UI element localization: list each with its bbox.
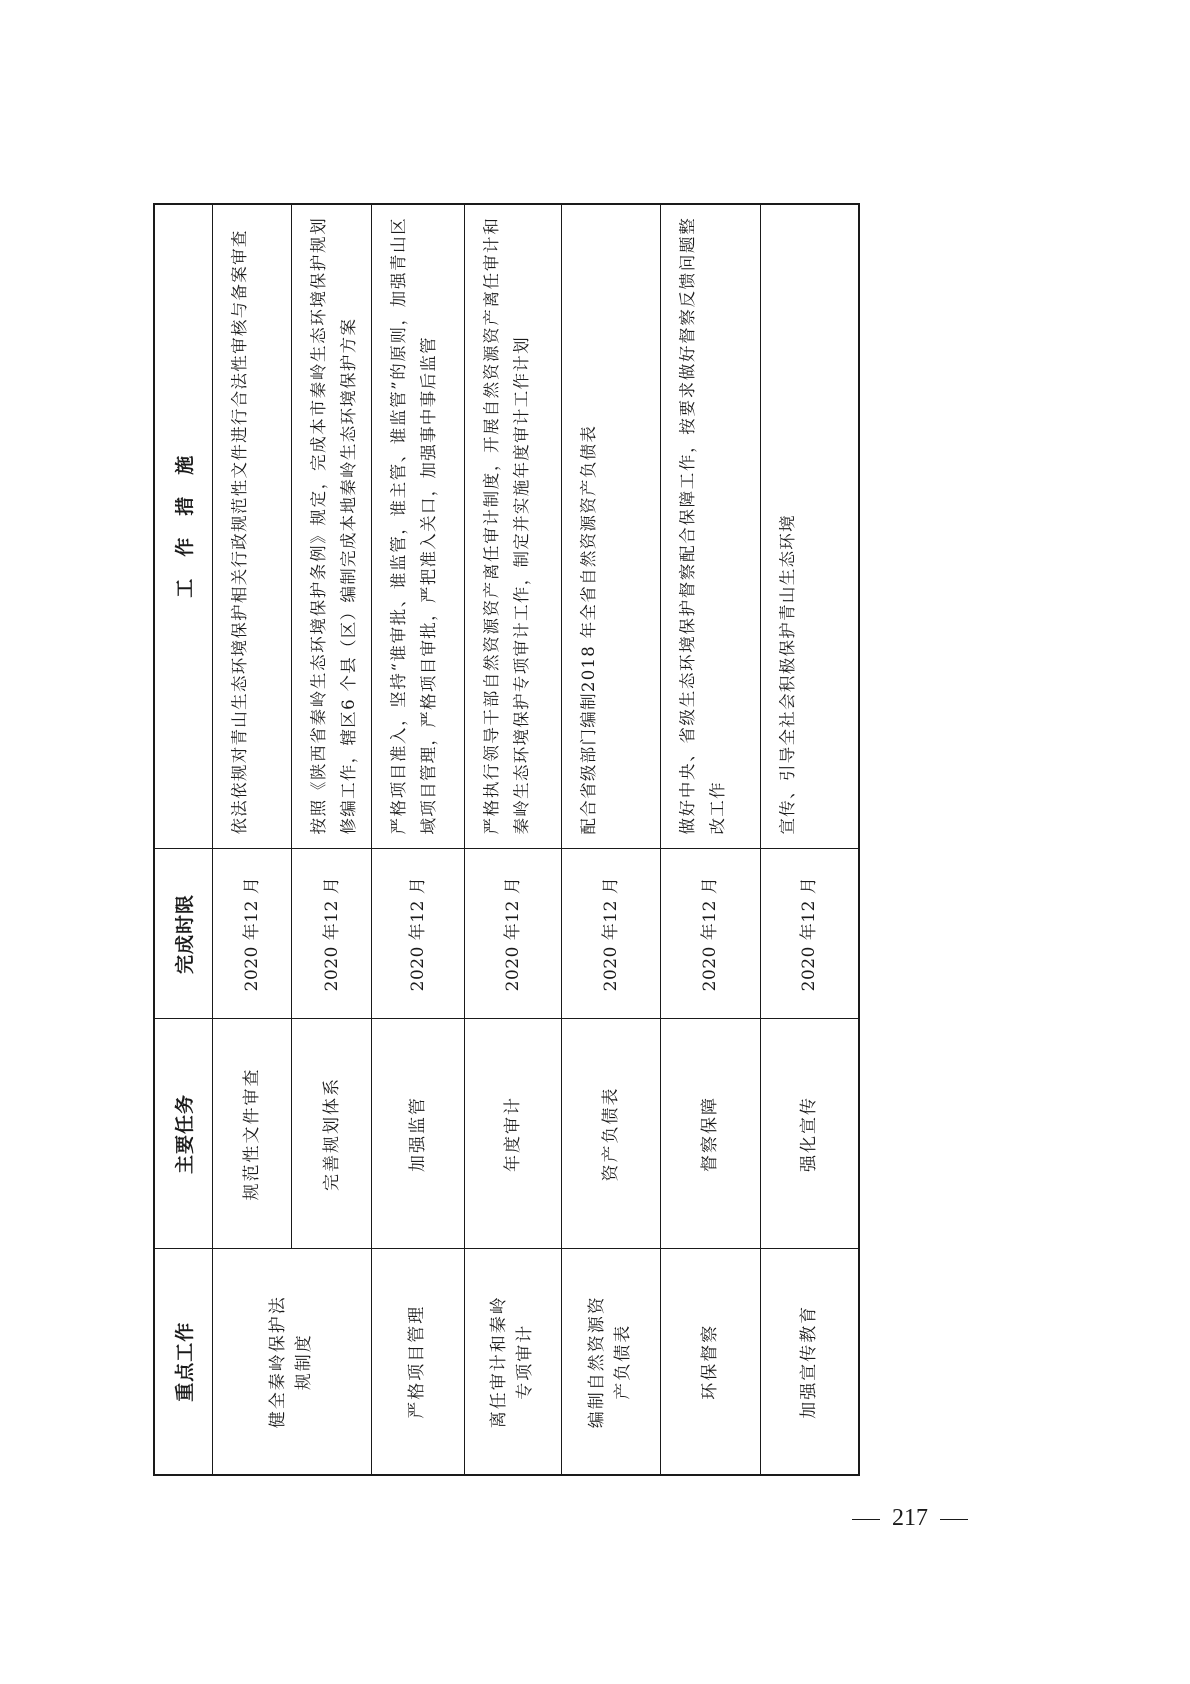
deadline-cell: [372, 849, 464, 1019]
table-row: [372, 205, 464, 1474]
page-number: 217: [892, 1505, 928, 1531]
main-task-text: 督察保障: [700, 1096, 721, 1172]
deadline-text: 2020 年12 月: [700, 876, 721, 992]
key-work-text: 健全秦岭保护法规制度: [268, 1295, 314, 1429]
main-task-text: 完善规划体系: [321, 1077, 342, 1191]
main-task-cell: [660, 1019, 760, 1249]
deadline-cell: [660, 849, 760, 1019]
key-work-cell: [660, 1249, 760, 1474]
work-measure-cell: 依法依规对青山生态环境保护相关行政规范性文件进行合法性审核与备案审查: [212, 205, 292, 849]
key-work-text: 环保督察: [699, 1323, 720, 1400]
rotated-table-container: [155, 205, 858, 1474]
key-work-cell: [372, 1249, 464, 1474]
work-measure-cell: 配合省级部门编制2018 年全省自然资源资产负债表: [562, 205, 660, 849]
key-work-table: [155, 205, 858, 1474]
table-row: [761, 205, 858, 1474]
deadline-text: 2020 年12 月: [502, 876, 523, 992]
key-work-cell: [562, 1249, 660, 1474]
key-work-cell: [212, 1249, 372, 1474]
work-measure-cell: 宣传、引导全社会积极保护青山生态环境: [761, 205, 858, 849]
deadline-cell: [212, 849, 292, 1019]
table-row: [660, 205, 760, 1474]
table-row: [212, 205, 292, 1474]
main-task-cell: [212, 1019, 292, 1249]
deadline-cell: [562, 849, 660, 1019]
table-row: [464, 205, 561, 1474]
deadline-cell: [464, 849, 561, 1019]
footer-left-dash: [852, 1519, 880, 1520]
main-task-text: 规范性文件审查: [241, 1067, 262, 1201]
deadline-text: 2020 年12 月: [407, 876, 428, 992]
header-work-measures: 工作措施: [155, 205, 212, 849]
table-header-row: [155, 205, 212, 1474]
deadline-cell: [761, 849, 858, 1019]
key-work-text: 加强宣传教育: [798, 1304, 819, 1419]
footer-right-dash: [940, 1519, 968, 1520]
deadline-text: 2020 年12 月: [321, 876, 342, 992]
main-task-text: 年度审计: [502, 1096, 523, 1172]
header-key-work: 重点工作: [155, 1249, 212, 1474]
work-measure-cell: 严格项目准入，坚持“谁审批、谁监管，谁主管、谁监管”的原则，加强青山区域项目管理，严格项目审批，严把准入关口，加强事中事后监管: [372, 205, 464, 849]
work-measure-cell: 严格执行领导干部自然资源资产离任审计制度，开展自然资源资产离任审计和秦岭生态环境保护专项审计工作，制定并实施年度审计工作计划: [464, 205, 561, 849]
deadline-cell: [292, 849, 372, 1019]
main-task-cell: [372, 1019, 464, 1249]
page-footer: [820, 1505, 1000, 1532]
main-task-cell: [562, 1019, 660, 1249]
key-work-text: 离任审计和秦岭专项审计: [489, 1295, 535, 1429]
key-work-text: 严格项目管理: [407, 1304, 428, 1419]
key-work-text: 编制自然资源资产负债表: [587, 1295, 633, 1429]
header-deadline: 完成时限: [155, 849, 212, 1019]
main-task-cell: [292, 1019, 372, 1249]
key-work-cell: [761, 1249, 858, 1474]
main-task-text: 强化宣传: [799, 1096, 820, 1172]
deadline-text: 2020 年12 月: [241, 876, 262, 992]
deadline-text: 2020 年12 月: [799, 876, 820, 992]
table-row: [562, 205, 660, 1474]
work-measure-cell: 做好中央、省级生态环境保护督察配合保障工作，按要求做好督察反馈问题整改工作: [660, 205, 760, 849]
main-task-text: 资产负债表: [600, 1086, 621, 1182]
deadline-text: 2020 年12 月: [600, 876, 621, 992]
work-measure-cell: 按照《陕西省秦岭生态环境保护条例》规定，完成本市秦岭生态环境保护规划修编工作，辖区6 个县（区）编制完成本地秦岭生态环境保护方案: [292, 205, 372, 849]
policy-table-frame: [153, 203, 860, 1476]
main-task-cell: [761, 1019, 858, 1249]
header-main-task: 主要任务: [155, 1019, 212, 1249]
main-task-cell: [464, 1019, 561, 1249]
main-task-text: 加强监管: [407, 1096, 428, 1172]
key-work-cell: [464, 1249, 561, 1474]
